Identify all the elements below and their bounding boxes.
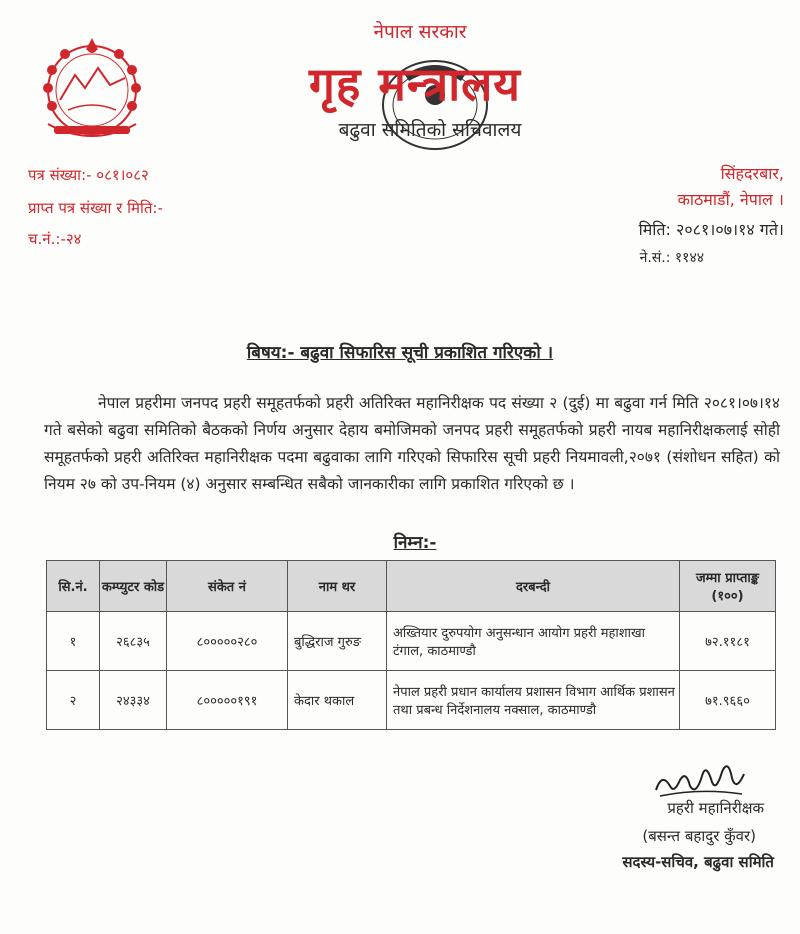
cell-computer-code: २४३३४ [100,671,167,730]
received-letter-number: प्राप्त पत्र संख्या र मिति:- [28,199,163,217]
table-header-row [47,561,776,612]
cell-name: बुद्धिराज गुरुङ [288,612,387,671]
table-row [47,671,776,730]
cell-sn: २ [47,671,100,730]
secretariat-title: बढुवा समितिको सचिवालय [338,119,522,141]
location-line-1: सिंहदरबार, [720,164,784,183]
body-paragraph: नेपाल प्रहरीमा जनपद प्रहरी समूहतर्फको प्रहरी अतिरिक्त महानिरीक्षक पद संख्या २ (दुई) मा बढुवा गर्न मिति २०८१।०७।१४ गते बसेको बढुवा समितिको बैठकको निर्णय अनुसार देहाय बमोजिमको जनपद प्रहरी समूहतर्फको प्रहरी नायब महानिरीक्षकलाई सोही समूहतर्फको प्रहरी अतिरिक्त महानिरीक्षक पदमा बढुवाका लागि गरिएको सिफारिस सूची प्रहरी नियमावली,२०७१ (संशोधन सहित) को नियम २७ को उप-नियम (४) अनुसार सम्बन्धित सबैको जानकारीका लागि प्रकाशित गरिएको छ । [44,394,780,493]
col-header-total-marks: जम्मा प्राप्ताङ्क (१००) [680,561,776,612]
cell-total-marks: ७२.११८१ [680,612,776,671]
subject-text: बिषय:- बढुवा सिफारिस सूची प्रकाशित गरिएको । [246,343,554,363]
handwritten-signature [650,752,750,802]
dispatch-number: च.नं.:-२४ [28,230,82,248]
letter-number: पत्र संख्या:- ०८१।०८२ [28,166,149,184]
cell-name: केदार थकाल [288,671,387,730]
cell-sn: १ [47,612,100,671]
location-line-2: काठमाडौं, नेपाल । [677,190,784,209]
ministry-title: गृह मन्त्रालय [309,57,521,111]
signatory-designation: प्रहरी महानिरीक्षक [667,799,764,817]
cell-total-marks: ७१.९६६० [680,671,776,730]
col-header-symbol-no: संकेत नं [167,561,288,612]
cell-darbandi: अख्तियार दुरुपयोग अनुसन्धान आयोग प्रहरी महाशाखा टंगाल, काठमाण्डौ [387,612,680,671]
recommendation-table [46,560,776,730]
cell-computer-code: २६८३५ [100,612,167,671]
table-row [47,612,776,671]
cell-darbandi: नेपाल प्रहरी प्रधान कार्यालय प्रशासन विभाग आर्थिक प्रशासन तथा प्रबन्ध निर्देशनालय नक्साल, काठमाण्डौ [387,671,680,730]
signatory-role: सदस्य-सचिव, बढुवा समिति [622,853,774,871]
letter-date: मिति: २०८१।०७।१४ गते। [638,220,784,239]
cell-symbol-no: ८०००००१९१ [167,671,288,730]
government-name: नेपाल सरकार [373,21,467,43]
col-header-computer-code: कम्प्युटर कोड [100,561,167,612]
col-header-name: नाम थर [288,561,387,612]
subject-line [0,340,800,363]
list-heading: निम्न:- [393,533,437,553]
signatory-name: (बसन्त बहादुर कुँवर) [642,827,756,845]
col-header-darbandi: दरबन्दी [387,561,680,612]
reference-number: ने.सं.: ११४४ [639,250,704,266]
cell-symbol-no: ८०००००२८० [167,612,288,671]
col-header-sn: सि.नं. [47,561,100,612]
